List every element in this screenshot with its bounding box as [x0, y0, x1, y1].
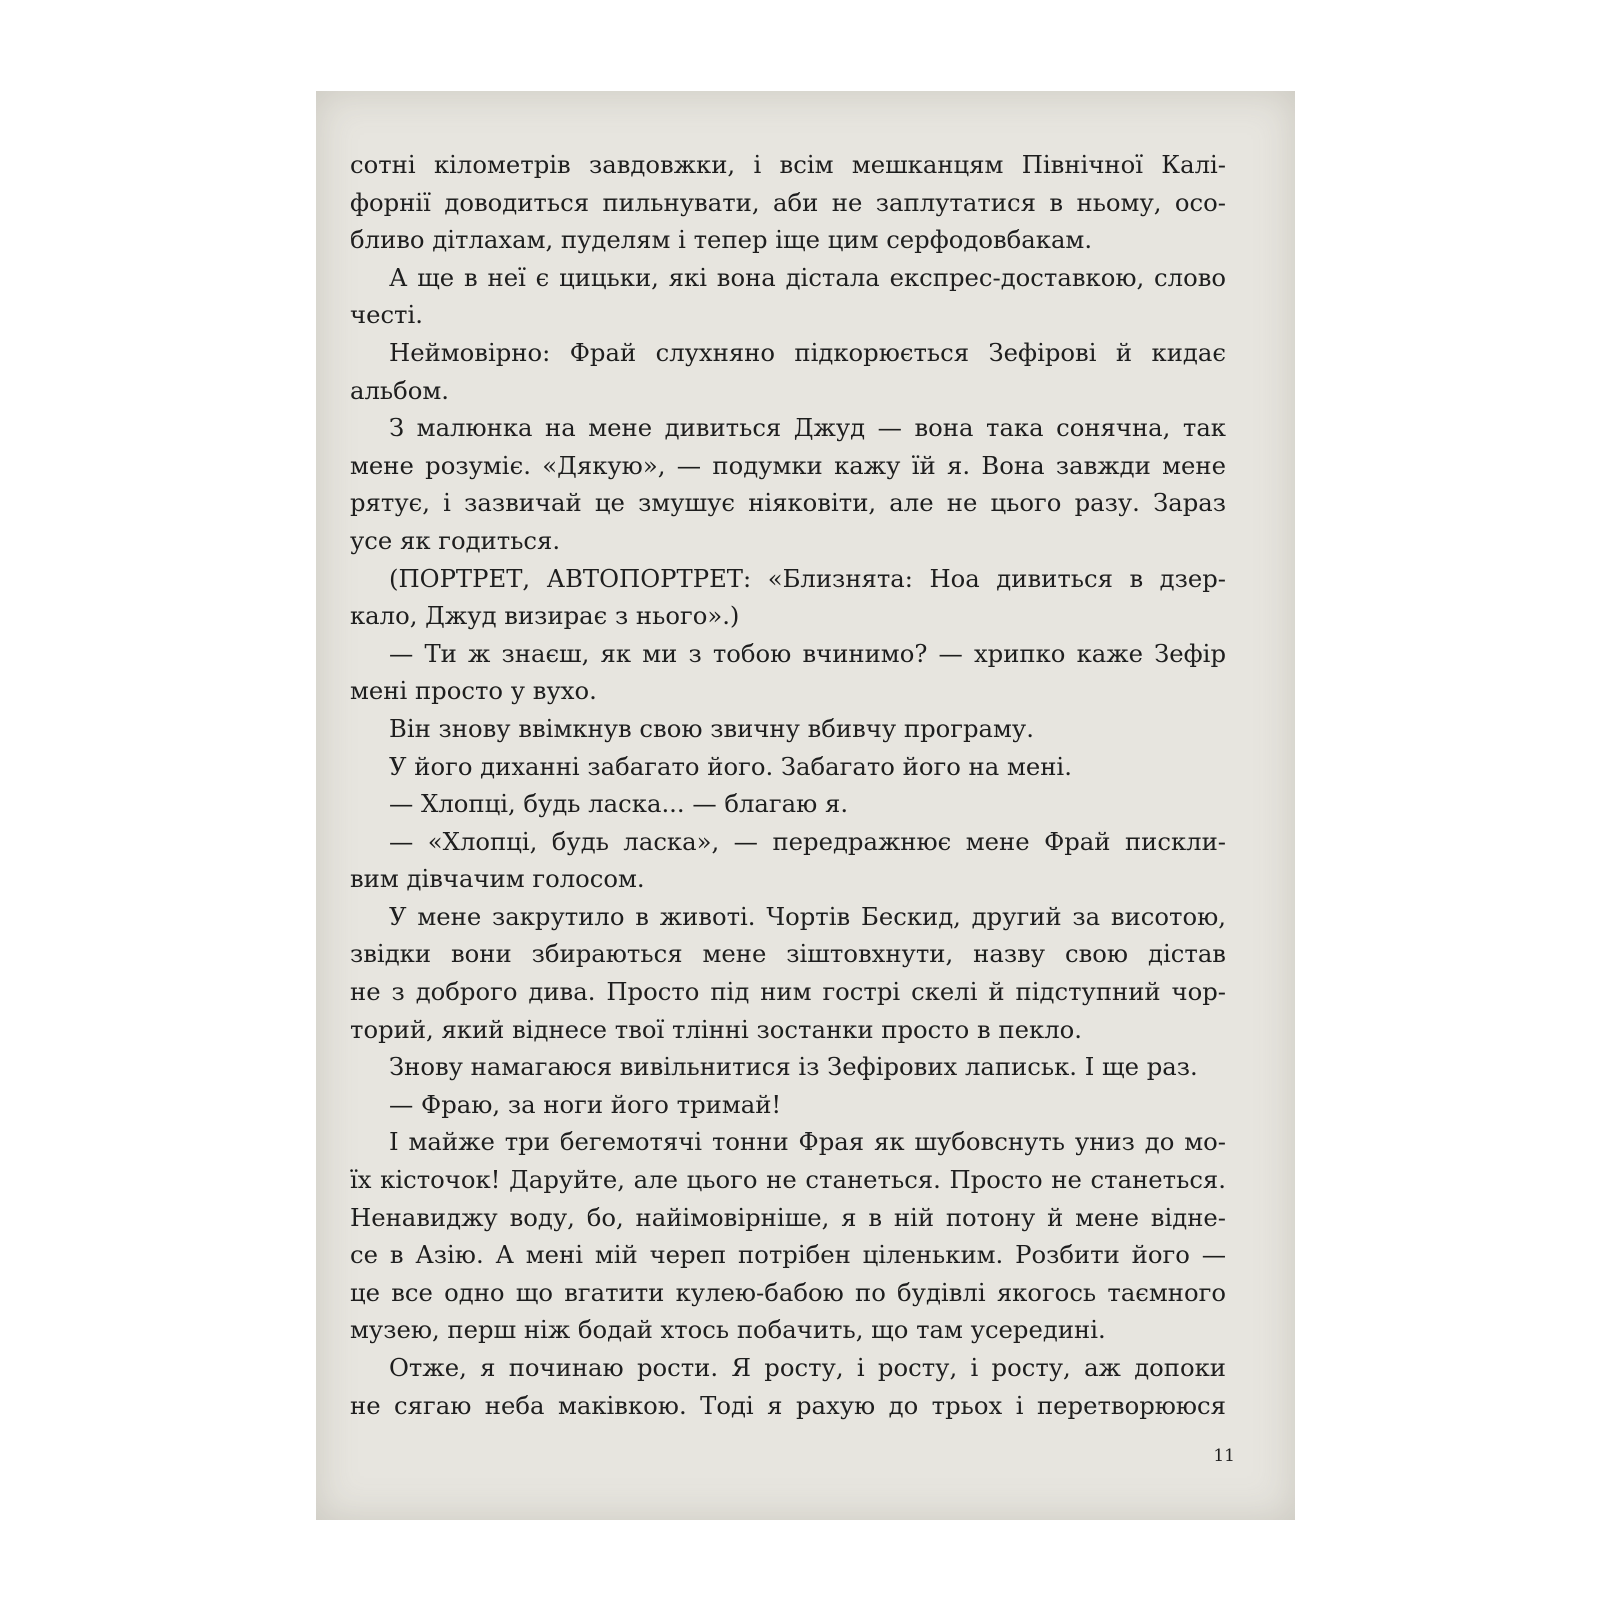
text-line: З малюнка на мене дивиться Джуд — вона така сонячна, так: [389, 413, 1226, 443]
text-line: бливо дітлахам, пуделям і тепер іще цим серфодовбакам.: [350, 225, 1093, 255]
text-line: У його диханні забагато його. Забагато його на мені.: [389, 751, 1072, 781]
book-page: [316, 91, 1295, 1520]
text-line: не сягаю неба маківкою. Тоді я рахую до трьох і перетворююся: [350, 1390, 1226, 1420]
text-line: Ненавиджу воду, бо, найімовірніше, я в ній потону й мене відне-: [350, 1202, 1226, 1232]
text-line: се в Азію. А мені мій череп потрібен ціленьким. Розбити його —: [350, 1240, 1226, 1270]
text-line: мені просто у вухо.: [350, 676, 597, 706]
text-line: Отже, я починаю рости. Я росту, і росту, і росту, аж допоки: [389, 1353, 1226, 1382]
text-line: кало, Джуд визирає з нього».): [350, 601, 740, 631]
text-line: торий, який віднесе твої тлінні зостанки просто в пекло.: [350, 1014, 1082, 1044]
text-line: — Фраю, за ноги його тримай!: [389, 1089, 782, 1119]
text-line: форнії доводиться пильнувати, аби не заплутатися в ньому, осо-: [350, 187, 1226, 217]
text-line: це все одно що вгатити кулею-бабою по будівлі якогось таємного: [350, 1277, 1226, 1307]
text-line: мене розуміє. «Дякую», — подумки кажу їй я. Вона завжди мене: [350, 450, 1226, 480]
text-line: альбом.: [350, 375, 450, 405]
text-line: усе як годиться.: [350, 525, 561, 555]
text-line: У мене закрутило в животі. Чортів Бескид, другий за висотою,: [389, 901, 1226, 931]
text-line: А ще в неї є цицьки, які вона дістала експрес-доставкою, слово: [389, 262, 1226, 292]
text-line: Він знову ввімкнув свою звичну вбивчу програму.: [389, 713, 1034, 743]
text-line: не з доброго дива. Просто під ним гострі скелі й підступний чор-: [350, 977, 1226, 1007]
text-line: — Ти ж знаєш, як ми з тобою вчинимо? — хрипко каже Зефір: [389, 638, 1226, 668]
body-text: [350, 146, 1226, 1424]
text-line: — «Хлопці, будь ласка», — передражнює мене Фрай пискли-: [389, 826, 1226, 856]
text-line: Знову намагаюся вивільнитися із Зефірових лаписьк. І ще раз.: [389, 1052, 1198, 1082]
text-line: честі.: [350, 300, 423, 330]
text-line: вим дівчачим голосом.: [350, 864, 645, 894]
text-line: (ПОРТРЕТ, АВТОПОРТРЕТ: «Близнята: Ноа дивиться в дзер-: [389, 563, 1226, 593]
text-line: їх кісточок! Даруйте, але цього не станеться. Просто не станеться.: [350, 1165, 1226, 1195]
text-line: звідки вони збираються мене зіштовхнути, назву свою дістав: [350, 939, 1226, 969]
text-line: музею, перш ніж бодай хтось побачить, що там усередині.: [350, 1315, 1106, 1345]
text-line: Неймовірно: Фрай слухняно підкорюється Зефірові й кидає: [389, 337, 1226, 367]
text-line: І майже три бегемотячі тонни Фрая як шубовснуть униз до мо-: [389, 1127, 1226, 1157]
page-number: 11: [1213, 1446, 1235, 1466]
text-line: — Хлопці, будь ласка... — благаю я.: [389, 789, 849, 819]
text-line: сотні кілометрів завдовжки, і всім мешканцям Північної Калі-: [350, 150, 1226, 179]
text-line: рятує, і зазвичай це змушує ніяковіти, але не цього разу. Зараз: [350, 488, 1226, 518]
